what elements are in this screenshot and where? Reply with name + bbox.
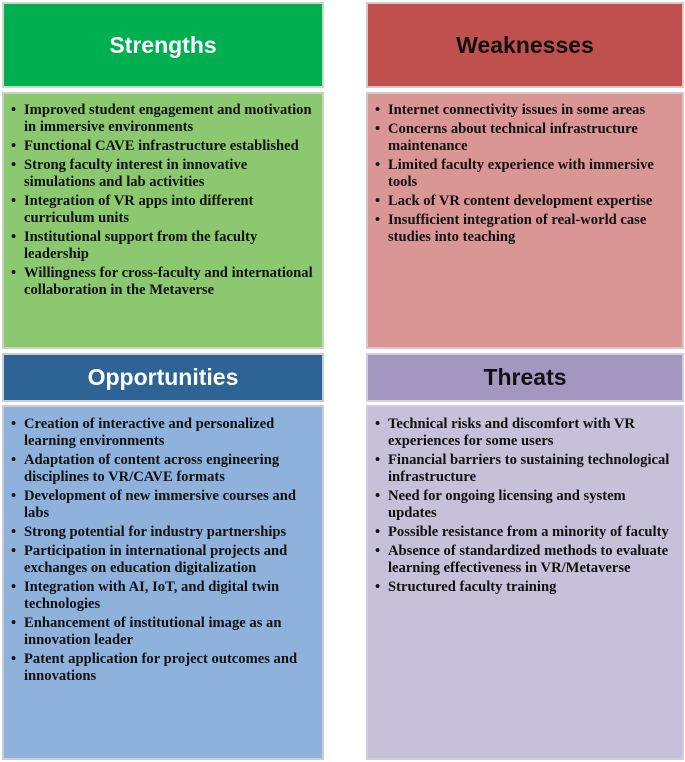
list-item-text: Institutional support from the faculty leadership <box>24 229 258 262</box>
list-item-text: Adaptation of content across engineering disciplines to VR/CAVE formats <box>24 452 280 485</box>
list-item <box>11 543 314 577</box>
list-item-text: Integration with AI, IoT, and digital twin technologies <box>24 579 280 612</box>
threats-quadrant <box>366 353 684 760</box>
bullet-icon: • <box>375 416 381 432</box>
bullet-icon: • <box>11 452 17 468</box>
bullet-icon: • <box>375 524 381 540</box>
list-item <box>11 452 314 486</box>
list-item <box>375 193 674 210</box>
threats-panel <box>366 405 684 760</box>
list-item-text: Patent application for project outcomes and innovations <box>24 651 298 684</box>
list-item-text: Financial barriers to sustaining technological infrastructure <box>388 452 670 485</box>
list-item-text: Absence of standardized methods to evaluate learning effectiveness in VR/Metaverse <box>388 543 669 576</box>
list-item <box>11 265 314 299</box>
threats-list <box>375 416 674 596</box>
list-item <box>375 488 674 522</box>
strengths-panel <box>2 92 324 349</box>
list-item <box>375 524 674 541</box>
bullet-icon: • <box>375 212 381 228</box>
opportunities-list <box>11 416 314 685</box>
bullet-icon: • <box>11 138 17 154</box>
list-item <box>11 229 314 263</box>
bullet-icon: • <box>375 102 381 118</box>
list-item <box>375 157 674 191</box>
bullet-icon: • <box>11 543 17 559</box>
opportunities-quadrant <box>2 353 324 760</box>
list-item <box>11 138 314 155</box>
bullet-icon: • <box>11 524 17 540</box>
list-item-text: Functional CAVE infrastructure established <box>24 138 299 154</box>
list-item <box>375 102 674 119</box>
list-item <box>11 651 314 685</box>
bullet-icon: • <box>375 121 381 137</box>
strengths-quadrant <box>2 2 324 349</box>
list-item-text: Structured faculty training <box>388 579 557 595</box>
bullet-icon: • <box>11 157 17 173</box>
bullet-icon: • <box>11 229 17 245</box>
list-item <box>11 524 314 541</box>
list-item-text: Strong potential for industry partnerships <box>24 524 287 540</box>
bullet-icon: • <box>11 579 17 595</box>
weaknesses-quadrant <box>366 2 684 349</box>
list-item-text: Technical risks and discomfort with VR experiences for some users <box>388 416 635 449</box>
bullet-icon: • <box>11 615 17 631</box>
strengths-list <box>11 102 314 299</box>
bullet-icon: • <box>375 452 381 468</box>
weaknesses-title: Weaknesses <box>366 2 684 88</box>
list-item <box>375 416 674 450</box>
list-item-text: Strong faculty interest in innovative simulations and lab activities <box>24 157 248 190</box>
list-item <box>11 157 314 191</box>
opportunities-panel <box>2 405 324 760</box>
opportunities-title: Opportunities <box>2 353 324 402</box>
list-item <box>11 193 314 227</box>
list-item-text: Development of new immersive courses and labs <box>24 488 296 521</box>
threats-title: Threats <box>366 353 684 402</box>
list-item <box>375 543 674 577</box>
list-item-text: Insufficient integration of real-world case studies into teaching <box>388 212 647 245</box>
list-item <box>11 488 314 522</box>
list-item-text: Participation in international projects and exchanges on education digitalization <box>24 543 288 576</box>
list-item <box>11 579 314 613</box>
strengths-title: Strengths <box>2 2 324 88</box>
list-item-text: Enhancement of institutional image as an innovation leader <box>24 615 282 648</box>
list-item-text: Creation of interactive and personalized learning environments <box>24 416 275 449</box>
bullet-icon: • <box>375 488 381 504</box>
list-item <box>11 102 314 136</box>
list-item-text: Integration of VR apps into different curriculum units <box>24 193 254 226</box>
bullet-icon: • <box>11 193 17 209</box>
weaknesses-panel <box>366 92 684 349</box>
bullet-icon: • <box>375 157 381 173</box>
list-item-text: Improved student engagement and motivation in immersive environments <box>24 102 312 135</box>
list-item <box>375 121 674 155</box>
bullet-icon: • <box>11 651 17 667</box>
bullet-icon: • <box>375 543 381 559</box>
bullet-icon: • <box>11 488 17 504</box>
list-item <box>11 615 314 649</box>
list-item-text: Concerns about technical infrastructure maintenance <box>388 121 638 154</box>
list-item <box>375 212 674 246</box>
list-item-text: Possible resistance from a minority of faculty <box>388 524 669 540</box>
list-item-text: Need for ongoing licensing and system updates <box>388 488 626 521</box>
list-item <box>375 579 674 596</box>
bullet-icon: • <box>11 265 17 281</box>
list-item <box>11 416 314 450</box>
list-item-text: Willingness for cross-faculty and international collaboration in the Metaverse <box>24 265 313 298</box>
list-item <box>375 452 674 486</box>
weaknesses-list <box>375 102 674 246</box>
bullet-icon: • <box>11 416 17 432</box>
bullet-icon: • <box>11 102 17 118</box>
list-item-text: Lack of VR content development expertise <box>388 193 653 209</box>
bullet-icon: • <box>375 193 381 209</box>
list-item-text: Limited faculty experience with immersive tools <box>388 157 654 190</box>
bullet-icon: • <box>375 579 381 595</box>
list-item-text: Internet connectivity issues in some areas <box>388 102 646 118</box>
